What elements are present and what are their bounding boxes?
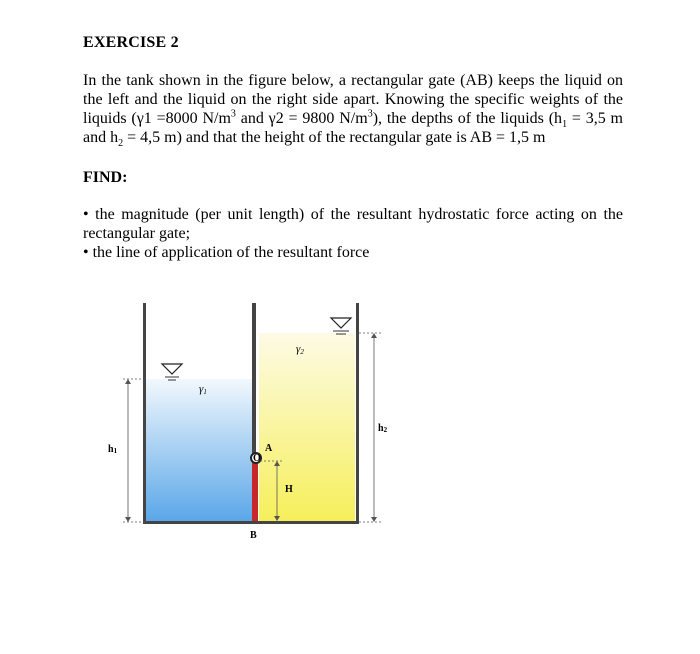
find-item-line: • the line of application of the resultant force xyxy=(83,244,370,261)
find-item-force: • the magnitude (per unit length) of the resultant hydrostatic force acting on the rectangular gate; xyxy=(83,206,623,242)
hinge-label: O xyxy=(253,453,261,464)
label-a: A xyxy=(265,443,273,454)
statement-sub-2: 2 xyxy=(118,138,124,150)
label-gamma2: γ2 xyxy=(296,343,304,356)
statement-part-4: = 3,5 m and h xyxy=(83,110,624,146)
statement-sub-1: 1 xyxy=(562,119,568,131)
gate-ab xyxy=(252,461,258,521)
find-heading: FIND: xyxy=(83,169,128,186)
surface-marker-left xyxy=(162,364,182,380)
label-h: H xyxy=(285,484,293,495)
statement-part-5: = 4,5 m) and that the height of the rectangular gate is AB = 1,5 m xyxy=(123,129,546,146)
label-h2: h2 xyxy=(378,423,388,434)
statement-part-1: In the tank shown in the figure below, a rectangular gate (AB) keeps the liquid on the left and the liquid on the right side apart. Knowing the specific weights of the liquids (γ1 =8000 N/m xyxy=(83,72,623,127)
surface-marker-right xyxy=(331,318,351,334)
statement-part-3: ), the depths of the liquids (h xyxy=(372,110,563,127)
liquid-right xyxy=(259,333,355,522)
label-b: B xyxy=(250,530,257,541)
label-gamma1: γ1 xyxy=(199,383,207,396)
liquid-left xyxy=(146,379,252,522)
dimension-h1 xyxy=(123,379,146,522)
exercise-title: EXERCISE 2 xyxy=(83,34,179,51)
label-h1: h1 xyxy=(108,444,118,455)
statement-sup-2: 3 xyxy=(367,108,373,120)
statement-part-2: and γ2 = 9800 N/m xyxy=(235,110,368,127)
statement-sup-1: 3 xyxy=(230,108,236,120)
